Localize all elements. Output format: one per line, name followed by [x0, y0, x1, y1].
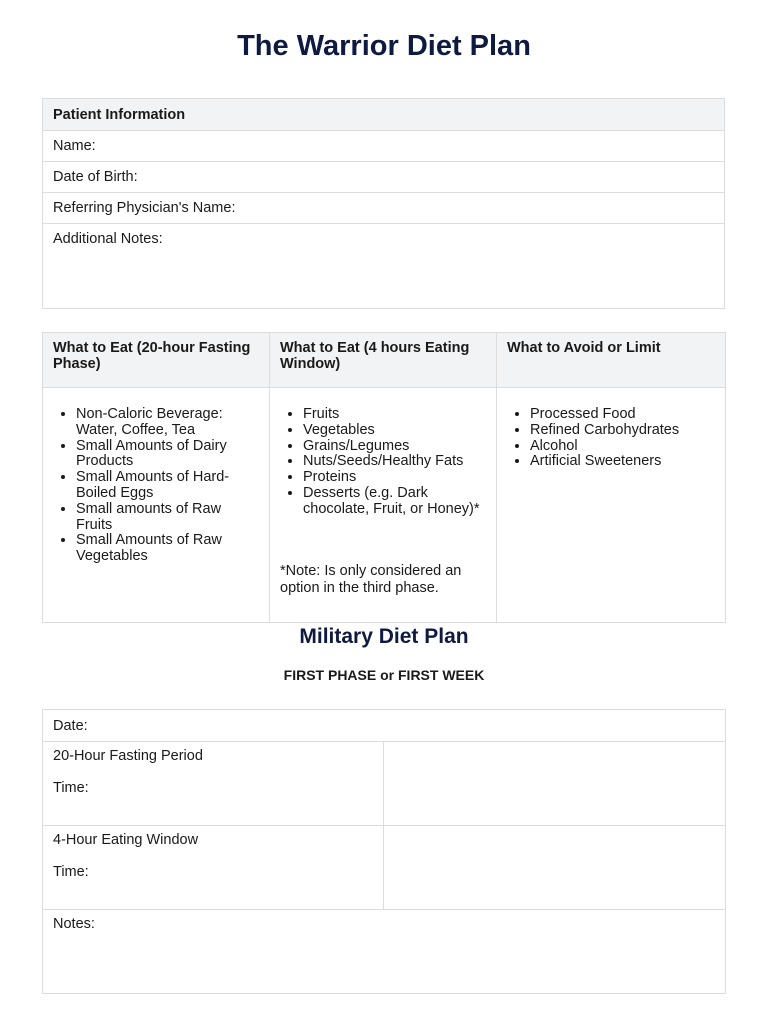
fasting-phase-header: What to Eat (20-hour Fasting Phase) — [43, 333, 270, 388]
patient-info-table — [42, 98, 725, 309]
food-guide-table — [42, 332, 726, 623]
eating-window-list — [280, 407, 486, 518]
eating-time-label: Time: — [53, 864, 89, 880]
list-item: • Processed Food — [530, 407, 715, 423]
list-item: • Nuts/Seeds/Healthy Fats — [303, 454, 486, 470]
eating-window-header: What to Eat (4 hours Eating Window) — [270, 333, 497, 388]
military-plan-table — [42, 709, 726, 994]
fasting-phase-cell — [43, 388, 270, 623]
eating-window-block — [43, 826, 384, 910]
avoid-limit-cell — [497, 388, 726, 623]
fasting-period-cell — [43, 742, 384, 826]
fasting-period-label: 20-Hour Fasting Period — [53, 748, 203, 764]
military-diet-title: Military Diet Plan — [299, 625, 469, 648]
list-item: • Artificial Sweeteners — [530, 454, 715, 470]
page-title: The Warrior Diet Plan — [237, 30, 531, 62]
list-item: • Non-Caloric Beverage: Water, Coffee, Tea — [76, 407, 259, 439]
list-item: • Vegetables — [303, 423, 486, 439]
list-item: • Small Amounts of Hard-Boiled Eggs — [76, 470, 259, 502]
list-item: • Grains/Legumes — [303, 439, 486, 455]
list-item: • Small Amounts of Dairy Products — [76, 439, 259, 471]
list-item: • Alcohol — [530, 439, 715, 455]
notes-field[interactable]: Notes: — [43, 910, 726, 994]
list-item: • Refined Carbohydrates — [530, 423, 715, 439]
fasting-phase-list — [53, 407, 259, 565]
eating-window-cell — [270, 388, 497, 623]
phase-heading: FIRST PHASE or FIRST WEEK — [283, 667, 485, 683]
physician-field[interactable]: Referring Physician's Name: — [43, 193, 725, 224]
eating-window-label: 4-Hour Eating Window — [53, 832, 199, 848]
list-item: • Small amounts of Raw Fruits — [76, 502, 259, 534]
list-item: • Small Amounts of Raw Vegetables — [76, 533, 259, 565]
avoid-limit-list — [507, 407, 715, 470]
avoid-limit-header: What to Avoid or Limit — [497, 333, 726, 388]
list-item: • Desserts (e.g. Dark chocolate, Fruit, or Honey)* — [303, 486, 486, 518]
third-phase-note: *Note: Is only considered an option in the third phase. — [280, 562, 462, 596]
patient-info-header: Patient Information — [43, 99, 725, 131]
fasting-period-entry[interactable] — [384, 742, 726, 826]
name-field[interactable]: Name: — [43, 131, 725, 162]
additional-notes-field[interactable]: Additional Notes: — [43, 224, 725, 309]
list-item: • Proteins — [303, 470, 486, 486]
list-item: • Fruits — [303, 407, 486, 423]
fasting-time-label: Time: — [53, 780, 89, 796]
dob-field[interactable]: Date of Birth: — [43, 162, 725, 193]
eating-window-entry[interactable] — [384, 826, 726, 910]
date-field[interactable]: Date: — [43, 710, 726, 742]
